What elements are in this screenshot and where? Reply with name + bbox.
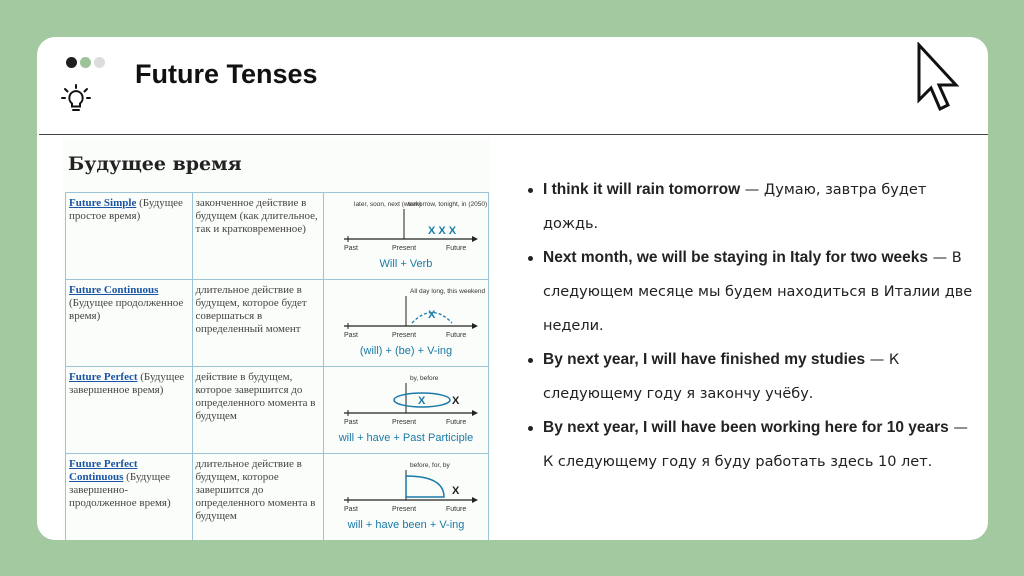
timeline-label-right: All day long, this weekend [409, 288, 486, 295]
tense-name[interactable]: Future Perfect Continuous [69, 458, 138, 483]
timeline-label-right: before, for, by [409, 462, 450, 469]
example-item [527, 241, 977, 343]
tense-formula: Will + Verb [379, 258, 433, 270]
tense-name-cell [66, 367, 193, 454]
example-item [527, 343, 977, 411]
example-russian: — К следующему году я буду работать здесь 10 лет. [543, 420, 968, 470]
timeline-marks: X [417, 395, 426, 407]
tense-name-cell [66, 454, 193, 541]
axis-present: Present [391, 245, 417, 252]
axis-past: Past [343, 332, 358, 339]
tense-name-cell [66, 193, 193, 280]
tense-formula: (will) + (be) + V-ing [359, 345, 453, 357]
timeline-diagram-cell [323, 280, 488, 367]
tense-formula: will + have been + V-ing [347, 519, 465, 531]
tense-description: действие в будущем, которое завершится до определенного момента в будущем [192, 367, 323, 454]
tense-description: длительное действие в будущем, которое завершится до определенного момента в будущем [192, 454, 323, 541]
axis-future: Future [445, 245, 467, 252]
tense-note: (Будущее завершенно-продолженное время) [69, 471, 171, 509]
example-item [527, 411, 977, 479]
table-row [66, 367, 489, 454]
tense-note: (Будущее завершенное время) [69, 371, 185, 396]
tense-note: (Будущее простое время) [69, 197, 183, 222]
tense-formula: will + have + Past Participle [338, 432, 474, 444]
lightbulb-icon [60, 83, 92, 115]
timeline-marks: X [427, 309, 436, 321]
tense-name[interactable]: Future Continuous [69, 284, 159, 296]
timeline-area [406, 476, 444, 497]
tense-note: (Будущее продолженное время) [69, 297, 184, 322]
tense-name[interactable]: Future Simple [69, 197, 137, 209]
timeline-diagram-cell [323, 193, 488, 280]
example-english: I think it will rain tomorrow [543, 181, 741, 198]
axis-future: Future [445, 419, 467, 426]
timeline-diagram-cell [323, 454, 488, 541]
example-item [527, 173, 977, 241]
axis-future: Future [445, 506, 467, 513]
tense-name-cell [66, 280, 193, 367]
timeline-label-right: tomorrow, tonight, in (2050) [407, 201, 488, 208]
tense-table [65, 192, 489, 540]
timeline-end-mark: X [451, 395, 460, 407]
timeline-marks: X X X [427, 225, 457, 237]
axis-past: Past [343, 506, 358, 513]
axis-present: Present [391, 419, 417, 426]
timeline-label-left: later, soon, next (week) [353, 201, 422, 208]
timeline-marks: X [451, 485, 460, 497]
header-divider [39, 134, 988, 135]
dot-dark [66, 57, 77, 68]
tense-description: законченное действие в будущем (как длительное, так и кратковременное) [192, 193, 323, 280]
example-english: By next year, I will have been working here for 10 years [543, 419, 949, 436]
dot-green [80, 57, 91, 68]
example-russian: — Думаю, завтра будет дождь. [543, 182, 927, 232]
axis-present: Present [391, 332, 417, 339]
pointer-cursor-icon [913, 42, 963, 112]
timeline-diagram [324, 280, 488, 366]
slide-title: Future Tenses [135, 59, 318, 89]
tense-name[interactable]: Future Perfect [69, 371, 138, 383]
axis-past: Past [343, 245, 358, 252]
example-english: Next month, we will be staying in Italy for two weeks [543, 249, 928, 266]
table-row [66, 193, 489, 280]
timeline-diagram [324, 193, 488, 279]
example-russian: — В следующем месяце мы будем находиться в Италии две недели. [543, 250, 973, 334]
axis-future: Future [445, 332, 467, 339]
timeline-diagram [324, 454, 488, 540]
slide-card [37, 37, 988, 540]
tense-description: длительное действие в будущем, которое будет совершаться в определенный момент [192, 280, 323, 367]
axis-present: Present [391, 506, 417, 513]
timeline-label-right: by, before [409, 375, 439, 382]
window-dots [66, 57, 105, 68]
example-russian: — К следующему году я закончу учёбу. [543, 352, 900, 402]
tense-table-image [63, 137, 490, 540]
axis-past: Past [343, 419, 358, 426]
examples-list [527, 173, 977, 479]
timeline-diagram [324, 367, 488, 453]
dot-light [94, 57, 105, 68]
table-row [66, 280, 489, 367]
table-heading: Будущее время [68, 153, 242, 175]
example-english: By next year, I will have finished my studies [543, 351, 866, 368]
timeline-diagram-cell [323, 367, 488, 454]
table-row [66, 454, 489, 541]
